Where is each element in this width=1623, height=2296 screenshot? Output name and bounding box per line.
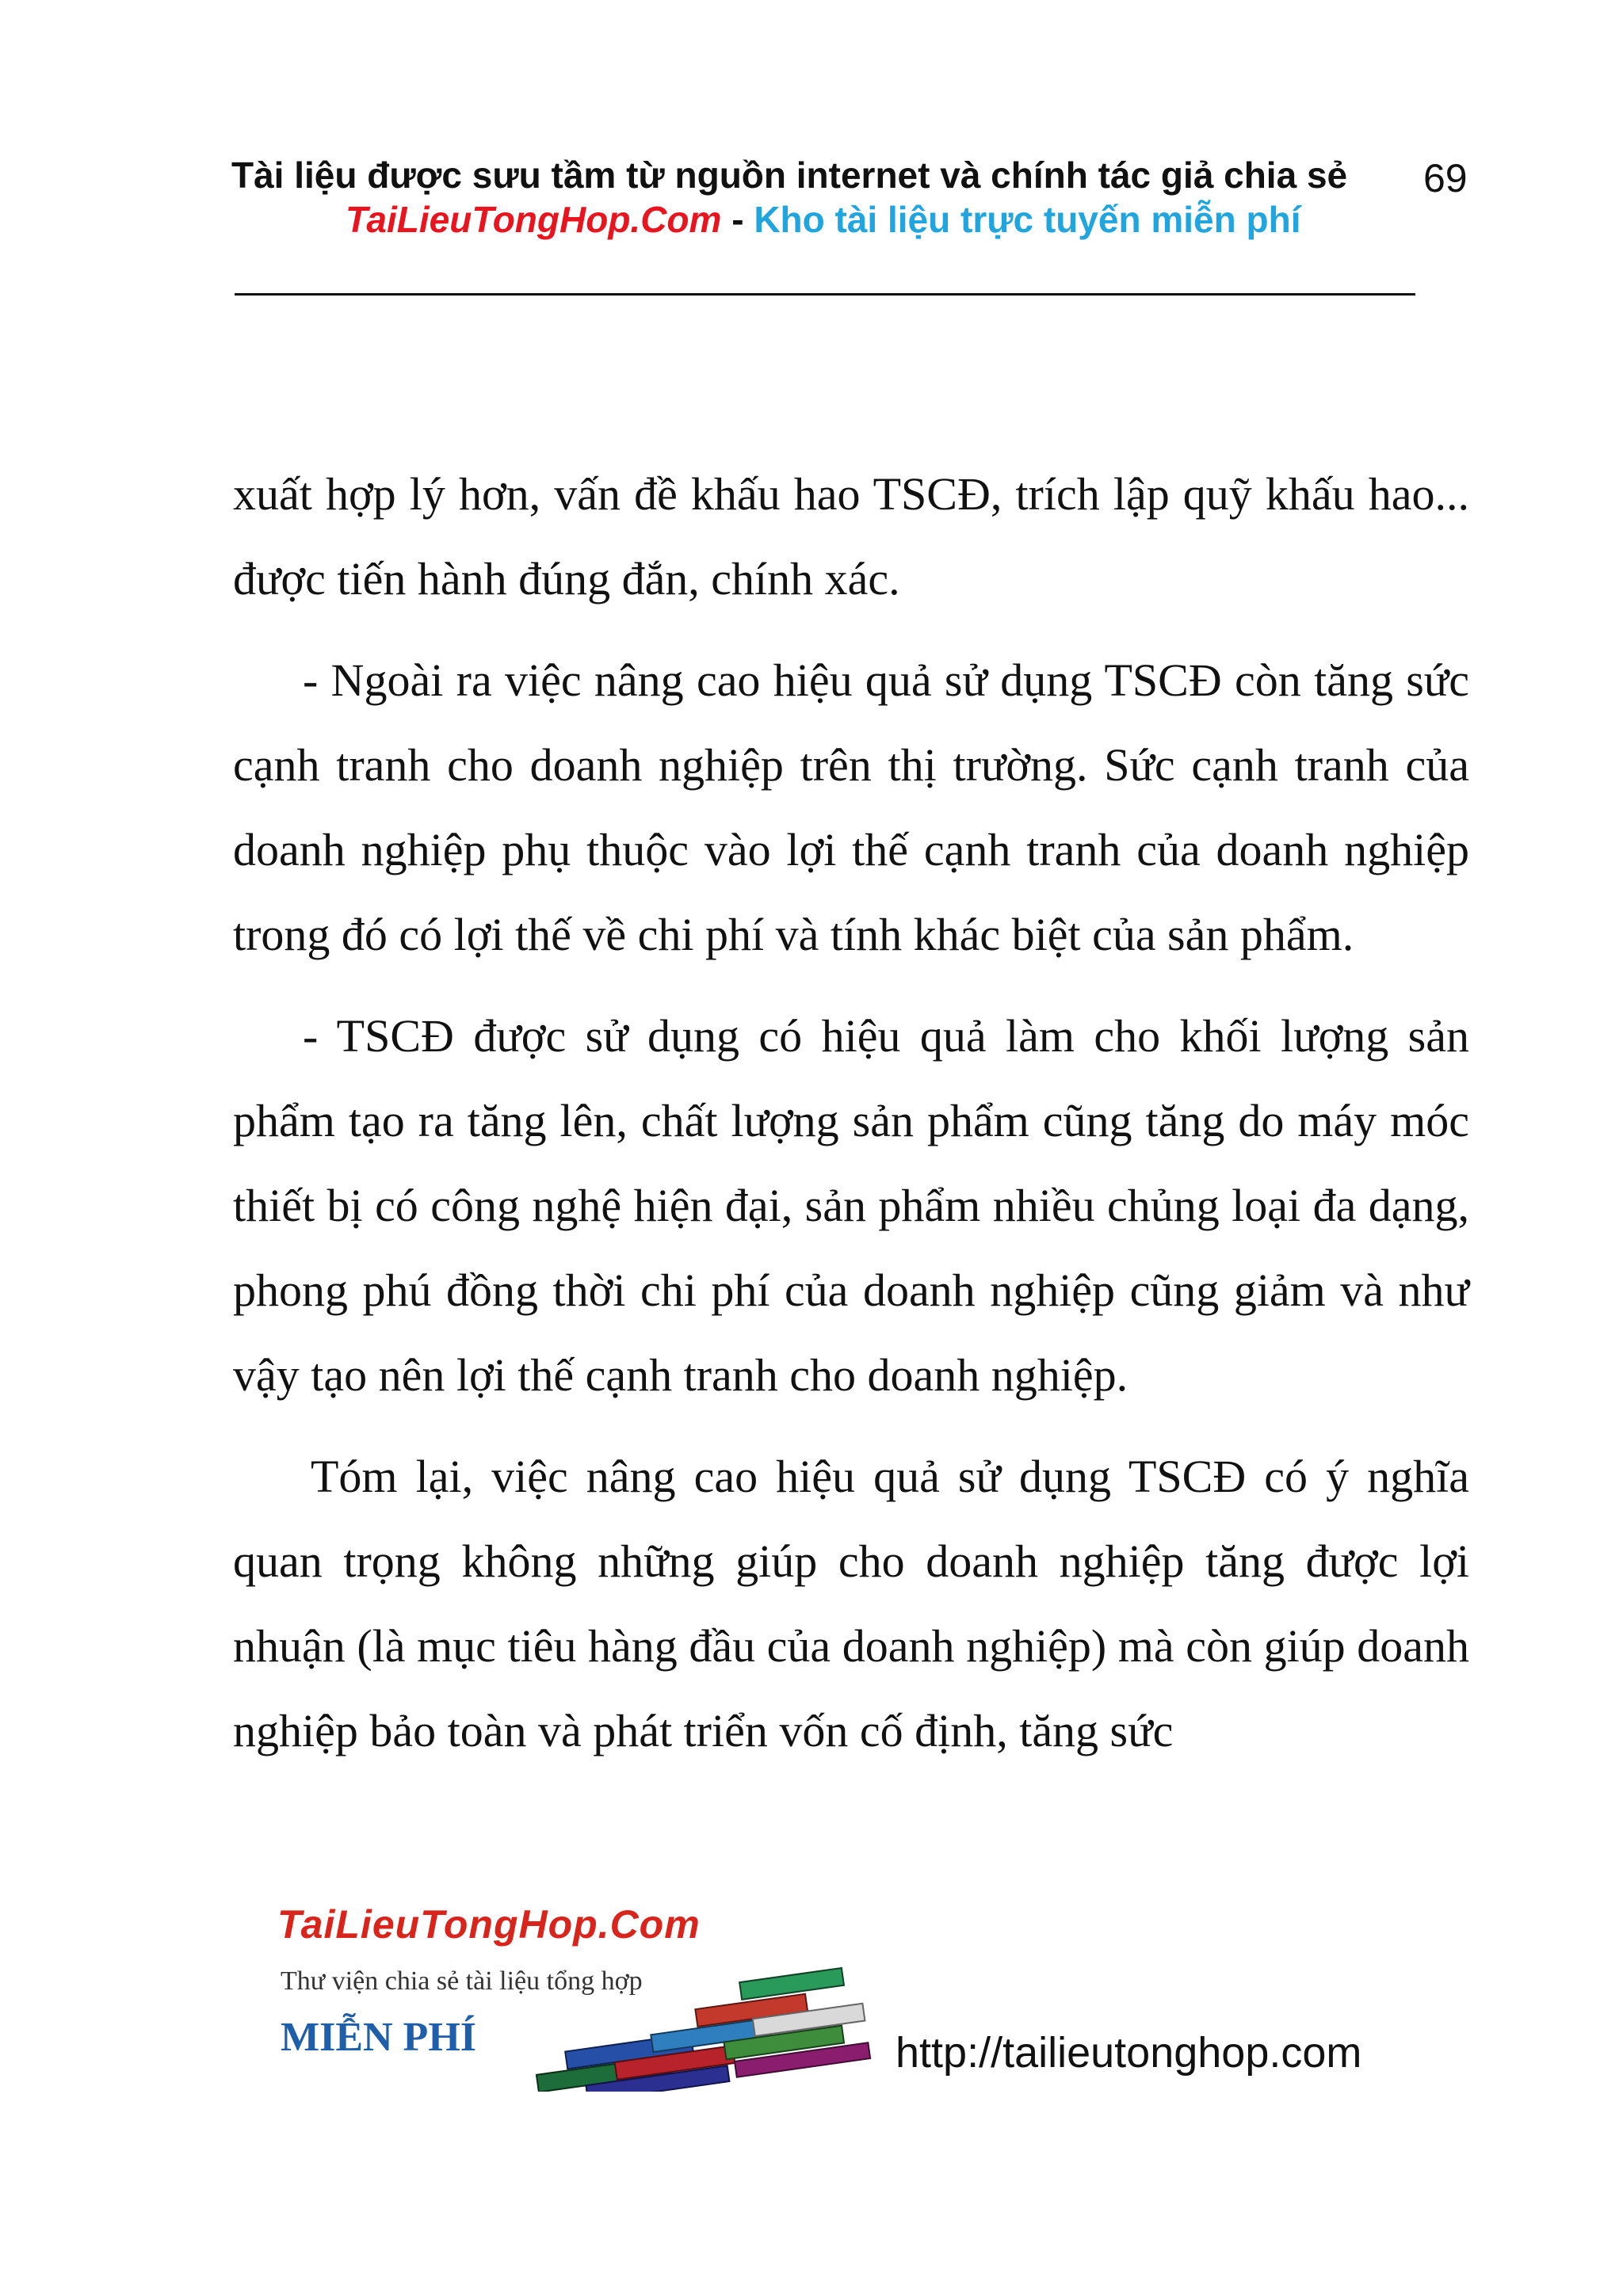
header-site-name: TaiLieuTongHop.Com <box>346 199 722 240</box>
body-paragraph: Tóm lại, việc nâng cao hiệu quả sử dụng TSCĐ có ý nghĩa quan trọng không những giúp cho doanh nghiệp tăng được lợi nhuận (là mục tiêu hàng đầu của doanh nghiệp) mà còn giúp doanh nghiệp bảo toàn và phát triển vốn cố định, tăng sức <box>233 1451 1469 1756</box>
logo-free-label: MIỄN PHÍ <box>281 2015 476 2060</box>
header-subtitle <box>346 198 1300 241</box>
books-icon <box>515 1957 880 2092</box>
header-separator: - <box>721 199 754 240</box>
body-paragraph: - TSCĐ được sử dụng có hiệu quả làm cho khối lượng sản phẩm tạo ra tăng lên, chất lượng sản phẩm cũng tăng do máy móc thiết bị có công nghệ hiện đại, sản phẩm nhiều chủng loại đa dạng, phong phú đồng thời chi phí của doanh nghiệp cũng giảm và như vậy tạo nên lợi thế cạnh tranh cho doanh nghiệp. <box>233 1010 1469 1401</box>
footer-url-link[interactable]: http://tailieutonghop.com <box>896 2029 1362 2077</box>
header-divider <box>235 293 1415 296</box>
header-title: Tài liệu được sưu tầm từ nguồn internet và chính tác giả chia sẻ <box>231 154 1348 196</box>
page-number: 69 <box>1423 156 1468 200</box>
footer-logo <box>277 1901 896 2092</box>
logo-subtitle: Thư viện chia sẻ tài liệu tổng hợp <box>281 1966 643 1996</box>
logo-wordmark: TaiLieuTongHop.Com <box>277 1902 701 1947</box>
document-body <box>233 452 1469 1790</box>
body-paragraph: - Ngoài ra việc nâng cao hiệu quả sử dụng TSCĐ còn tăng sức cạnh tranh cho doanh nghiệp trên thị trường. Sức cạnh tranh của doanh nghiệp phụ thuộc vào lợi thế cạnh tranh của doanh nghiệp trong đó có lợi thế về chi phí và tính khác biệt của sản phẩm. <box>233 654 1469 960</box>
header-tagline: Kho tài liệu trực tuyến miễn phí <box>754 199 1301 240</box>
body-paragraph: xuất hợp lý hơn, vấn đề khấu hao TSCĐ, trích lập quỹ khấu hao... được tiến hành đúng đắn, chính xác. <box>233 468 1469 605</box>
